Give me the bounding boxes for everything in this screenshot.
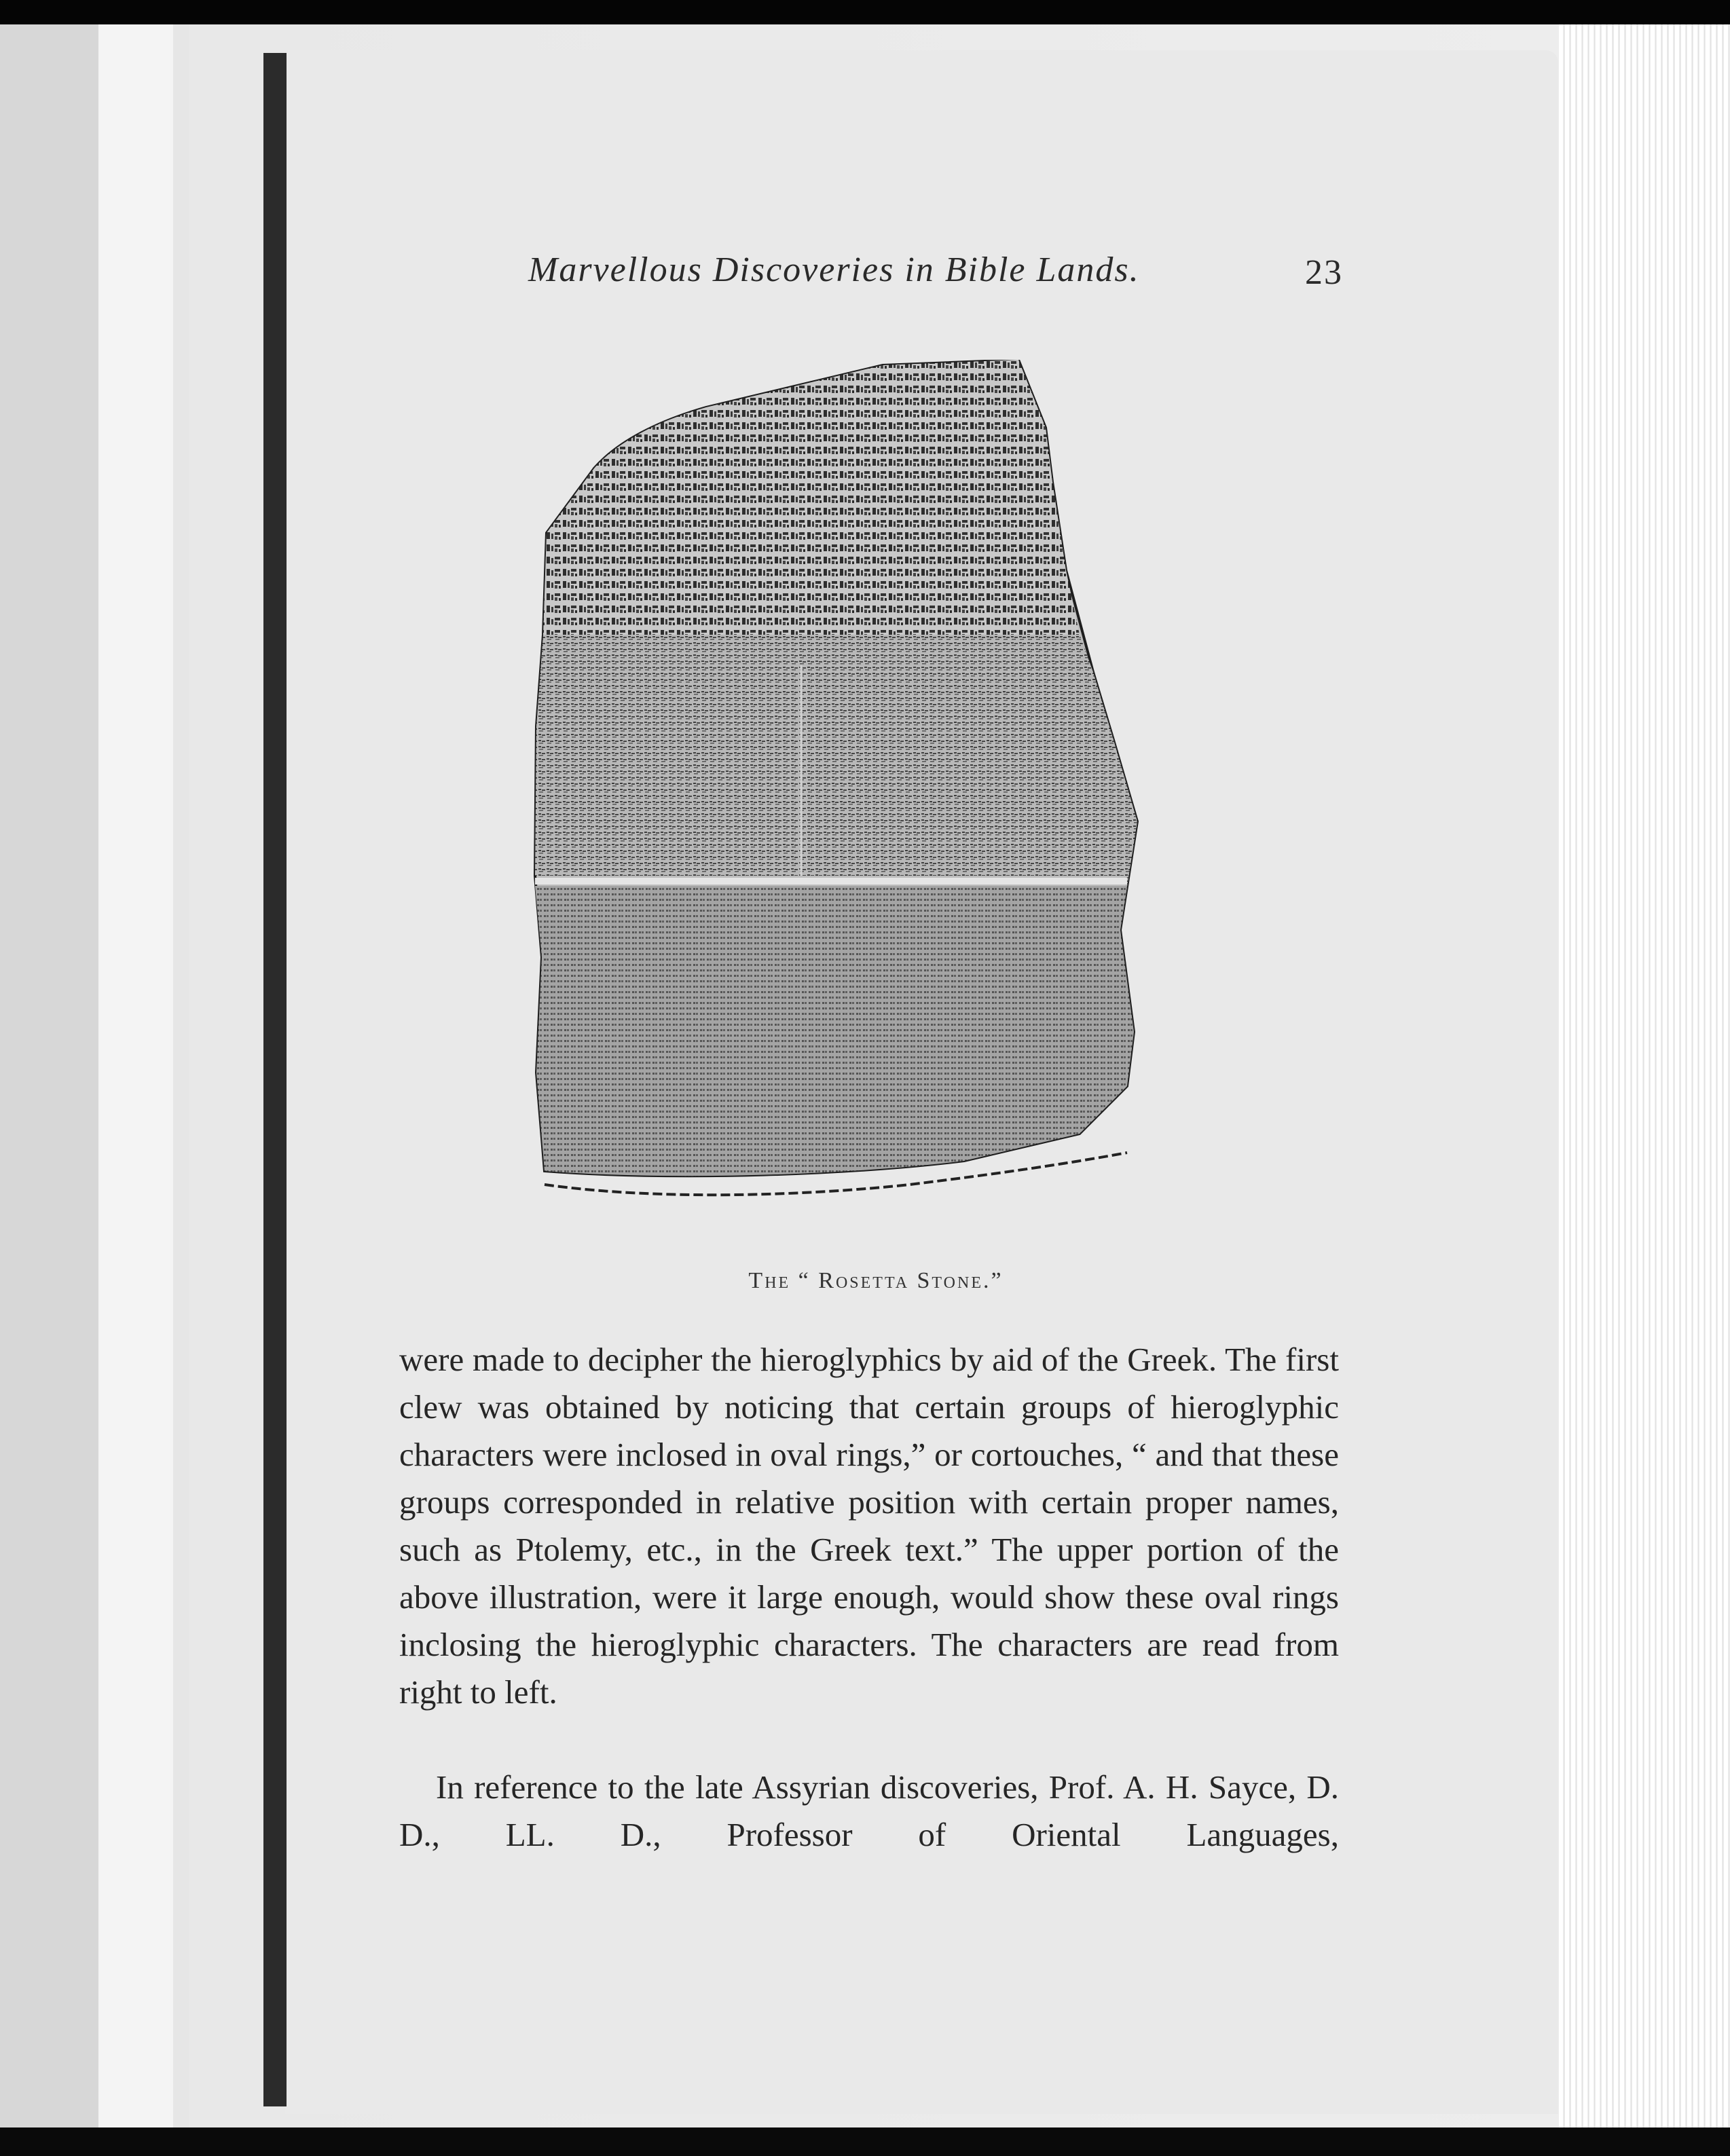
page-number: 23 (1305, 253, 1343, 292)
facing-page-edge (0, 24, 98, 2156)
binding-gutter (263, 53, 287, 2106)
body-paragraph-1: were made to decipher the hieroglyphics by aid of the Greek. The first clew was obtained by noticing that certain groups of hieroglyphic characters were inclosed in oval rings,” or cortouches, “ and that these groups corresponded in relative position with certain proper names, such as Ptolemy, etc., in the Greek text.” The upper portion of the above illustration, were it large enough, would show these oval rings inclosing the hieroglyphic characters. The characters are read from right to left. (399, 1341, 1339, 1711)
running-head: Marvellous Discoveries in Bible Lands. (528, 250, 1140, 289)
figure-caption: The “ Rosetta Stone.” (748, 1268, 1004, 1293)
scan-bottom-border (0, 2127, 1730, 2156)
page-leaf-edge (98, 24, 173, 2156)
scan-top-border (0, 0, 1730, 26)
rosetta-stone-illustration (530, 360, 1222, 1242)
fore-edge-pages (1559, 24, 1730, 2156)
body-paragraph-2: In reference to the late Assyrian discoveries, Prof. A. H. Sayce, D. D., LL. D., Professor of Oriental Languages, (399, 1768, 1339, 1853)
page-leaf-edge-shadow (173, 24, 188, 2156)
